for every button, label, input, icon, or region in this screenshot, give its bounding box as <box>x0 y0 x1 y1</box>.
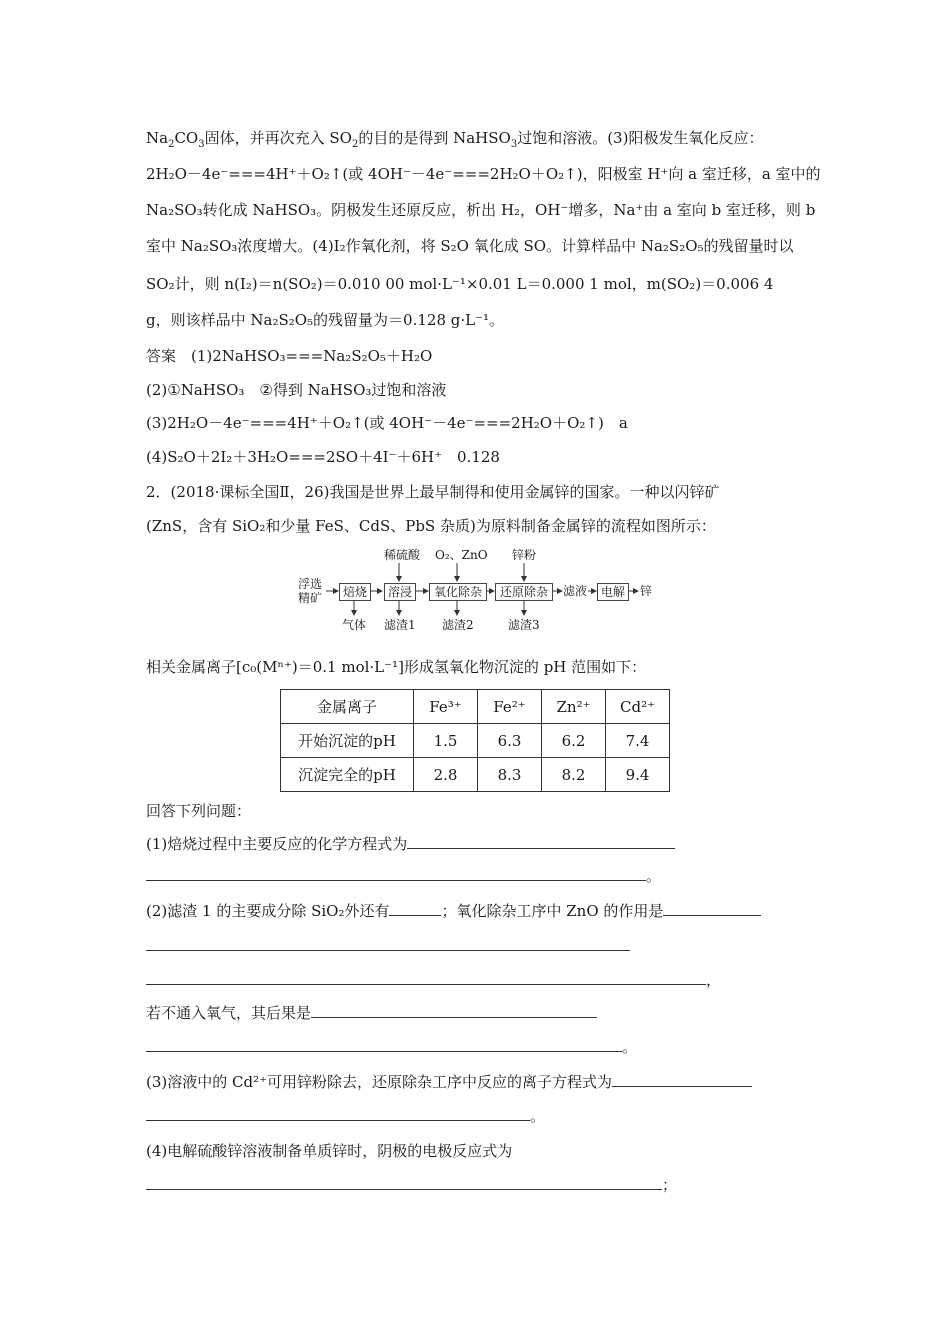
question-2-cont4: 。 <box>146 1037 637 1057</box>
table-cell: 7.4 <box>606 724 670 758</box>
table-cell: 8.3 <box>478 758 542 792</box>
answer-blank[interactable] <box>407 834 675 849</box>
para1-line2: 2H₂O－4e⁻===4H⁺＋O₂↑(或 4OH⁻－4e⁻===2H₂O＋O₂↑)，阳极室 H⁺向 a 室迁移，a 室中的 <box>146 165 821 183</box>
flow-input-sulfuric-acid: 稀硫酸 <box>384 548 421 562</box>
ph-range-table <box>280 689 670 792</box>
table-cell: 开始沉淀的pH <box>281 724 414 758</box>
table-header-cell: Fe²⁺ <box>478 690 542 724</box>
question-2-cont1 <box>146 936 630 956</box>
question-1: (1)焙烧过程中主要反应的化学方程式为 <box>146 834 675 854</box>
answer-line3: (3)2H₂O－4e⁻===4H⁺＋O₂↑(或 4OH⁻－4e⁻===2H₂O＋O₂↑) a <box>146 414 628 432</box>
flow-start-label-1: 浮选 <box>298 577 323 591</box>
flow-step-reduction: 还原除杂 <box>495 583 553 601</box>
table-header-cell: Cd²⁺ <box>606 690 670 724</box>
flow-step-leach: 溶浸 <box>384 583 416 601</box>
flow-output-gas: 气体 <box>342 618 367 632</box>
para1-line5: SO₂计，则 n(I₂)＝n(SO₂)＝0.010 00 mol·L⁻¹×0.01 L＝0.000 1 mol，m(SO₂)＝0.006 4 <box>146 275 774 293</box>
answer-blank[interactable] <box>146 936 630 951</box>
answer-blank[interactable] <box>146 1175 662 1190</box>
question-2: (2)滤渣 1 的主要成分除 SiO₂外还有 ；氧化除杂工序中 ZnO 的作用是 <box>146 901 761 921</box>
answer-blank[interactable] <box>311 1003 597 1018</box>
table-cell: 8.2 <box>542 758 606 792</box>
answer-line4: (4)S₂O＋2I₂＋3H₂O===2SO＋4I⁻＋6H⁺ 0.128 <box>146 448 500 466</box>
answer-blank[interactable] <box>663 901 761 916</box>
table-cell: 9.4 <box>606 758 670 792</box>
para1-line4: 室中 Na₂SO₃浓度增大。(4)I₂作氧化剂，将 S₂O 氧化成 SO。计算样品中 Na₂S₂O₅的残留量时以 <box>146 237 794 255</box>
flow-output-residue3: 滤渣3 <box>508 618 540 632</box>
question-1-cont: 。 <box>146 866 661 886</box>
table-header-row <box>281 690 670 724</box>
answer-blank[interactable] <box>612 1072 752 1087</box>
answer-blank[interactable] <box>146 970 706 985</box>
q2-line1: 2．(2018·课标全国Ⅱ，26)我国是世界上最早制得和使用金属锌的国家。一种以闪锌矿 <box>146 483 720 501</box>
para1-line3: Na₂SO₃转化成 NaHSO₃。阴极发生还原反应，析出 H₂，OH⁻增多，Na⁺由 a 室向 b 室迁移，则 b <box>146 201 816 219</box>
question-4: (4)电解硫酸锌溶液制备单质锌时，阴极的电极反应式为 <box>146 1142 513 1160</box>
flow-output-residue1: 滤渣1 <box>384 618 416 632</box>
flow-step-roast: 焙烧 <box>339 583 371 601</box>
flow-step-electrolysis: 电解 <box>597 583 629 601</box>
question-2-cont2: ， <box>146 970 721 990</box>
question-3: (3)溶液中的 Cd²⁺可用锌粉除去，还原除杂工序中反应的离子方程式为 <box>146 1072 752 1092</box>
flow-input-o2-zno: O₂、ZnO <box>435 548 488 562</box>
q2-line2: (ZnS，含有 SiO₂和少量 FeS、CdS、PbS 杂质)为原料制备金属锌的流程如图所示： <box>146 517 716 535</box>
table-cell: 沉淀完全的pH <box>281 758 414 792</box>
table-intro: 相关金属离子[c₀(Mⁿ⁺)＝0.1 mol·L⁻¹]形成氢氧化物沉淀的 pH 范围如下： <box>146 658 647 676</box>
flow-input-zinc-powder: 锌粉 <box>512 548 537 562</box>
answer-blank[interactable] <box>389 901 441 916</box>
answer-line1: 答案 (1)2NaHSO₃===Na₂S₂O₅＋H₂O <box>146 347 433 365</box>
answer-blank[interactable] <box>146 1037 622 1052</box>
process-flow-diagram <box>296 548 666 634</box>
table-header-cell: Zn²⁺ <box>542 690 606 724</box>
answer-line2: (2)①NaHSO₃ ②得到 NaHSO₃过饱和溶液 <box>146 381 447 399</box>
question-4-cont: ； <box>146 1175 677 1195</box>
answer-blank[interactable] <box>146 1106 530 1121</box>
flow-start-label-2: 精矿 <box>298 591 323 605</box>
table-cell: 6.2 <box>542 724 606 758</box>
table-row <box>281 758 670 792</box>
flow-output-residue2: 滤渣2 <box>442 618 474 632</box>
table-cell: 2.8 <box>414 758 478 792</box>
table-cell: 1.5 <box>414 724 478 758</box>
flow-filtrate: 滤液 <box>563 584 588 598</box>
question-2-cont3: 若不通入氧气，其后果是 <box>146 1003 597 1023</box>
answer-blank[interactable] <box>146 866 646 881</box>
para1-line1: $Na_2CO_3$固体，并再次充入 $SO_2$的目的是得到 NaHSO$_3$过饱和溶液。(3)阳极发生氧化反应： <box>146 129 764 150</box>
table-header-cell: Fe³⁺ <box>414 690 478 724</box>
flow-zinc-product: 锌 <box>640 584 653 598</box>
flow-step-oxidation: 氧化除杂 <box>429 583 487 601</box>
table-row <box>281 724 670 758</box>
table-cell: 6.3 <box>478 724 542 758</box>
para1-line6: g，则该样品中 Na₂S₂O₅的残留量为＝0.128 g·L⁻¹。 <box>146 311 505 329</box>
table-header-cell: 金属离子 <box>281 690 414 724</box>
questions-prompt: 回答下列问题： <box>146 802 252 820</box>
question-3-cont: 。 <box>146 1106 545 1126</box>
